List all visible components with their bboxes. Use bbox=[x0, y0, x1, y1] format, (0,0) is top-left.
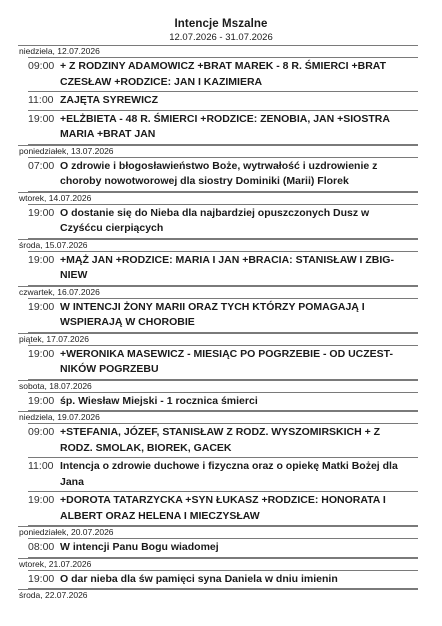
intention-row bbox=[28, 57, 418, 91]
day-group bbox=[18, 558, 418, 590]
intention-row bbox=[28, 392, 418, 412]
intention-text: W intencji Panu Bogu wiadomej bbox=[60, 541, 219, 553]
intention-text: +WERONIKA MASEWICZ - MIESIĄC PO POGRZEBIE - OD UCZEST-NIKÓW POGRZEBU bbox=[60, 347, 393, 375]
intention-text: W INTENCJI ŻONY MARII ORAZ TYCH KTÓRZY POMAGAJĄ I WSPIERAJĄ W CHOROBIE bbox=[60, 300, 365, 328]
day-date-label: wtorek, 21.07.2026 bbox=[19, 558, 92, 569]
intention-row bbox=[28, 110, 418, 145]
day-date-label: piątek, 17.07.2026 bbox=[19, 333, 89, 344]
day-group bbox=[18, 333, 418, 380]
page-title: Intencje Mszalne bbox=[174, 18, 268, 30]
intention-text: Intencja o zdrowie duchowe i fizyczna oraz o opiekę Matki Bożej dla Jana bbox=[60, 460, 398, 488]
mass-time: 19:00 bbox=[28, 347, 55, 360]
intention-text: ZAJĘTA SYREWICZ bbox=[60, 94, 159, 106]
day-date-label: środa, 15.07.2026 bbox=[19, 239, 88, 250]
intention-row bbox=[28, 423, 418, 457]
mass-time: 19:00 bbox=[28, 494, 55, 506]
intention-row bbox=[28, 345, 418, 380]
intention-row bbox=[28, 298, 418, 333]
mass-time: 11:00 bbox=[28, 460, 54, 472]
intention-text: +ELŻBIETA - 48 R. ŚMIERCI +RODZICE: ZENOBIA, JAN +SIOSTRA MARIA +BRAT JAN bbox=[60, 112, 390, 140]
intention-text: O dostanie się do Nieba dla najbardziej opuszczonych Dusz w Czyśćcu cierpiących bbox=[60, 206, 370, 234]
day-date-label: niedziela, 19.07.2026 bbox=[19, 412, 100, 422]
day-date-label: wtorek, 14.07.2026 bbox=[19, 192, 92, 203]
day-date-label: czwartek, 16.07.2026 bbox=[19, 286, 100, 297]
day-group bbox=[18, 239, 418, 286]
intention-text: +MĄŻ JAN +RODZICE: MARIA I JAN +BRACIA: STANISŁAW I ZBIG-NIEW bbox=[60, 253, 394, 281]
intention-text: +STEFANIA, JÓZEF, STANISŁAW Z RODZ. WYSZOMIRSKICH + Z RODZ. SMOLAK, BIOREK, GACEK bbox=[60, 426, 381, 454]
intention-text: O dar nieba dla św pamięci syna Daniela w dniu imienin bbox=[60, 572, 338, 585]
intention-text: +DOROTA TATARZYCKA +SYN ŁUKASZ +RODZICE: HONORATA I ALBERT ORAZ HELENA I MIECZYSŁAW bbox=[60, 494, 386, 522]
mass-time: 19:00 bbox=[28, 253, 55, 266]
intention-row bbox=[28, 251, 418, 286]
mass-time: 08:00 bbox=[28, 541, 55, 553]
day-group bbox=[18, 192, 418, 239]
intention-text: O zdrowie i błogosławieństwo Boże, wytrwałość i uzdrowienie z choroby nowotworowej dla siostry Dominiki (Marii) Florek bbox=[60, 159, 378, 187]
mass-time: 09:00 bbox=[28, 426, 55, 438]
intention-row bbox=[28, 91, 418, 110]
day-date-label: sobota, 18.07.2026 bbox=[19, 380, 92, 391]
day-group bbox=[18, 45, 418, 145]
day-date-label: poniedziałek, 20.07.2026 bbox=[19, 527, 114, 537]
mass-time: 19:00 bbox=[28, 572, 55, 585]
mass-time: 11:00 bbox=[28, 94, 54, 106]
intention-text: śp. Wiesław Miejski - 1 rocznica śmierci bbox=[60, 394, 258, 407]
mass-intentions-list bbox=[18, 45, 418, 601]
intention-row bbox=[28, 457, 418, 491]
intention-text: + Z RODZINY ADAMOWICZ +BRAT MAREK - 8 R. ŚMIERCI +BRAT CZESŁAW +RODZICE: JAN I KAZIMIERA bbox=[60, 60, 386, 88]
intention-row bbox=[28, 204, 418, 239]
intention-row bbox=[28, 538, 418, 558]
day-group bbox=[18, 380, 418, 412]
mass-time: 07:00 bbox=[28, 159, 55, 172]
day-date-label: środa, 22.07.2026 bbox=[19, 590, 88, 600]
day-group bbox=[18, 286, 418, 333]
intention-row bbox=[28, 570, 418, 590]
document-header bbox=[0, 0, 442, 43]
mass-time: 19:00 bbox=[28, 112, 55, 125]
mass-time: 19:00 bbox=[28, 206, 55, 219]
mass-time: 19:00 bbox=[28, 300, 55, 313]
mass-time: 19:00 bbox=[28, 394, 55, 407]
day-date-label: niedziela, 12.07.2026 bbox=[19, 46, 100, 56]
date-range: 12.07.2026 - 31.07.2026 bbox=[169, 32, 273, 43]
day-group bbox=[18, 145, 418, 192]
day-group bbox=[18, 526, 418, 558]
intention-row bbox=[28, 157, 418, 192]
day-group bbox=[18, 411, 418, 526]
day-group bbox=[18, 589, 418, 601]
day-date-label: poniedziałek, 13.07.2026 bbox=[19, 145, 114, 156]
intention-row bbox=[28, 491, 418, 526]
mass-time: 09:00 bbox=[28, 60, 55, 72]
